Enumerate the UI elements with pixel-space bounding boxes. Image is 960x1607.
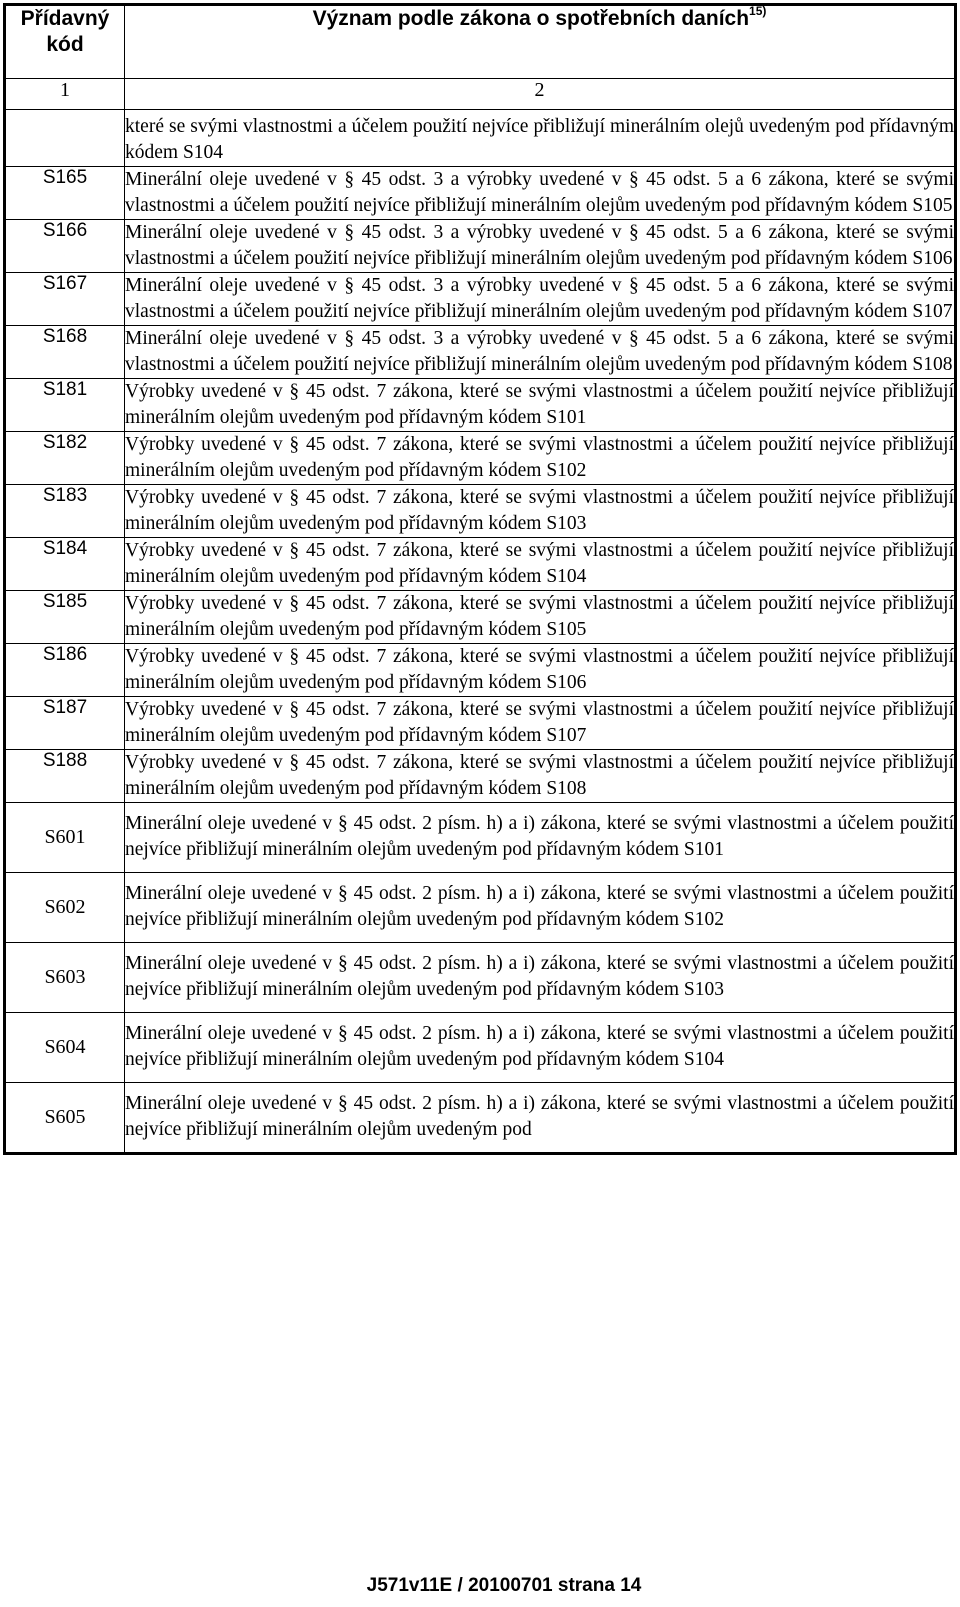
column-header-code xyxy=(5,5,125,79)
table-row xyxy=(5,873,956,943)
table-row xyxy=(5,803,956,873)
table-row xyxy=(5,326,956,379)
footnote-ref: 15) xyxy=(749,4,767,18)
footer-page: strana 14 xyxy=(557,1575,642,1596)
row-code: S604 xyxy=(5,1013,125,1083)
row-code: S165 xyxy=(5,167,125,220)
table-row xyxy=(5,167,956,220)
column-number-row xyxy=(5,79,956,110)
row-description: Minerální oleje uvedené v § 45 odst. 3 a výrobky uvedené v § 45 odst. 5 a 6 zákona, které se svými vlastnostmi a účelem použití nejvíce přibližují minerálním olejům uvedeným pod přídavným kódem S107 xyxy=(125,273,956,326)
row-code: S603 xyxy=(5,943,125,1013)
row-code: S182 xyxy=(5,432,125,485)
row-description: Výrobky uvedené v § 45 odst. 7 zákona, které se svými vlastnostmi a účelem použití nejvíce přibližují minerálním olejům uvedeným pod přídavným kódem S104 xyxy=(125,538,956,591)
row-description: Minerální oleje uvedené v § 45 odst. 2 písm. h) a i) zákona, které se svými vlastnostmi a účelem použití nejvíce přibližují minerálním olejům uvedeným pod přídavným kódem S104 xyxy=(125,1013,956,1083)
row-description: Výrobky uvedené v § 45 odst. 7 zákona, které se svými vlastnostmi a účelem použití nejvíce přibližují minerálním olejům uvedeným pod přídavným kódem S108 xyxy=(125,750,956,803)
table-row xyxy=(5,485,956,538)
header-row xyxy=(5,5,956,79)
row-description: Výrobky uvedené v § 45 odst. 7 zákona, které se svými vlastnostmi a účelem použití nejvíce přibližují minerálním olejům uvedeným pod přídavným kódem S103 xyxy=(125,485,956,538)
row-description: které se svými vlastnostmi a účelem použití nejvíce přibližují minerálním olejů uvedeným pod přídavným kódem S104 xyxy=(125,110,956,167)
row-code: S601 xyxy=(5,803,125,873)
row-code: S168 xyxy=(5,326,125,379)
row-description: Výrobky uvedené v § 45 odst. 7 zákona, které se svými vlastnostmi a účelem použití nejvíce přibližují minerálním olejům uvedeným pod přídavným kódem S102 xyxy=(125,432,956,485)
table-row xyxy=(5,379,956,432)
row-code: S187 xyxy=(5,697,125,750)
row-description: Minerální oleje uvedené v § 45 odst. 3 a výrobky uvedené v § 45 odst. 5 a 6 zákona, které se svými vlastnostmi a účelem použití nejvíce přibližují minerálním olejům uvedeným pod přídavným kódem S108 xyxy=(125,326,956,379)
table-row xyxy=(5,644,956,697)
row-description: Minerální oleje uvedené v § 45 odst. 2 písm. h) a i) zákona, které se svými vlastnostmi a účelem použití nejvíce přibližují minerálním olejům uvedeným pod xyxy=(125,1083,956,1154)
row-description: Minerální oleje uvedené v § 45 odst. 3 a výrobky uvedené v § 45 odst. 5 a 6 zákona, které se svými vlastnostmi a účelem použití nejvíce přibližují minerálním olejům uvedeným pod přídavným kódem S106 xyxy=(125,220,956,273)
row-description: Minerální oleje uvedené v § 45 odst. 3 a výrobky uvedené v § 45 odst. 5 a 6 zákona, které se svými vlastnostmi a účelem použití nejvíce přibližují minerálním olejům uvedeným pod přídavným kódem S105 xyxy=(125,167,956,220)
table-row xyxy=(5,750,956,803)
table-row xyxy=(5,1013,956,1083)
column-number-2: 2 xyxy=(125,79,956,110)
row-code: S605 xyxy=(5,1083,125,1154)
row-code xyxy=(5,110,125,167)
row-code: S184 xyxy=(5,538,125,591)
table-row xyxy=(5,273,956,326)
row-description: Minerální oleje uvedené v § 45 odst. 2 písm. h) a i) zákona, které se svými vlastnostmi a účelem použití nejvíce přibližují minerálním olejům uvedeným pod přídavným kódem S102 xyxy=(125,873,956,943)
table-row xyxy=(5,538,956,591)
row-description: Výrobky uvedené v § 45 odst. 7 zákona, které se svými vlastnostmi a účelem použití nejvíce přibližují minerálním olejům uvedeným pod přídavným kódem S107 xyxy=(125,697,956,750)
row-code: S602 xyxy=(5,873,125,943)
table-row xyxy=(5,1083,956,1154)
column-header-meaning xyxy=(125,5,956,79)
row-description: Minerální oleje uvedené v § 45 odst. 2 písm. h) a i) zákona, které se svými vlastnostmi a účelem použití nejvíce přibližují minerálním olejům uvedeným pod přídavným kódem S101 xyxy=(125,803,956,873)
row-code: S167 xyxy=(5,273,125,326)
table-row xyxy=(5,591,956,644)
footer-doc-id: J571v11E / 20100701 xyxy=(366,1575,553,1596)
column-number-1: 1 xyxy=(5,79,125,110)
table-row xyxy=(5,943,956,1013)
row-code: S181 xyxy=(5,379,125,432)
row-code: S166 xyxy=(5,220,125,273)
row-description: Minerální oleje uvedené v § 45 odst. 2 písm. h) a i) zákona, které se svými vlastnostmi a účelem použití nejvíce přibližují minerálním olejům uvedeným pod přídavným kódem S103 xyxy=(125,943,956,1013)
row-code: S186 xyxy=(5,644,125,697)
row-description: Výrobky uvedené v § 45 odst. 7 zákona, které se svými vlastnostmi a účelem použití nejvíce přibližují minerálním olejům uvedeným pod přídavným kódem S101 xyxy=(125,379,956,432)
column-header-code-label: Přídavný kód xyxy=(20,7,110,56)
row-code: S185 xyxy=(5,591,125,644)
table-row xyxy=(5,697,956,750)
row-code: S188 xyxy=(5,750,125,803)
row-description: Výrobky uvedené v § 45 odst. 7 zákona, které se svými vlastnostmi a účelem použití nejvíce přibližují minerálním olejům uvedeným pod přídavným kódem S106 xyxy=(125,644,956,697)
column-header-meaning-label: Význam podle zákona o spotřebních daních xyxy=(312,7,750,30)
table-row xyxy=(5,432,956,485)
additional-codes-table xyxy=(3,3,957,1155)
row-code: S183 xyxy=(5,485,125,538)
table-row xyxy=(5,110,956,167)
row-description: Výrobky uvedené v § 45 odst. 7 zákona, které se svými vlastnostmi a účelem použití nejvíce přibližují minerálním olejům uvedeným pod přídavným kódem S105 xyxy=(125,591,956,644)
page-footer xyxy=(0,1575,960,1597)
table-body xyxy=(5,110,956,1154)
table-row xyxy=(5,220,956,273)
